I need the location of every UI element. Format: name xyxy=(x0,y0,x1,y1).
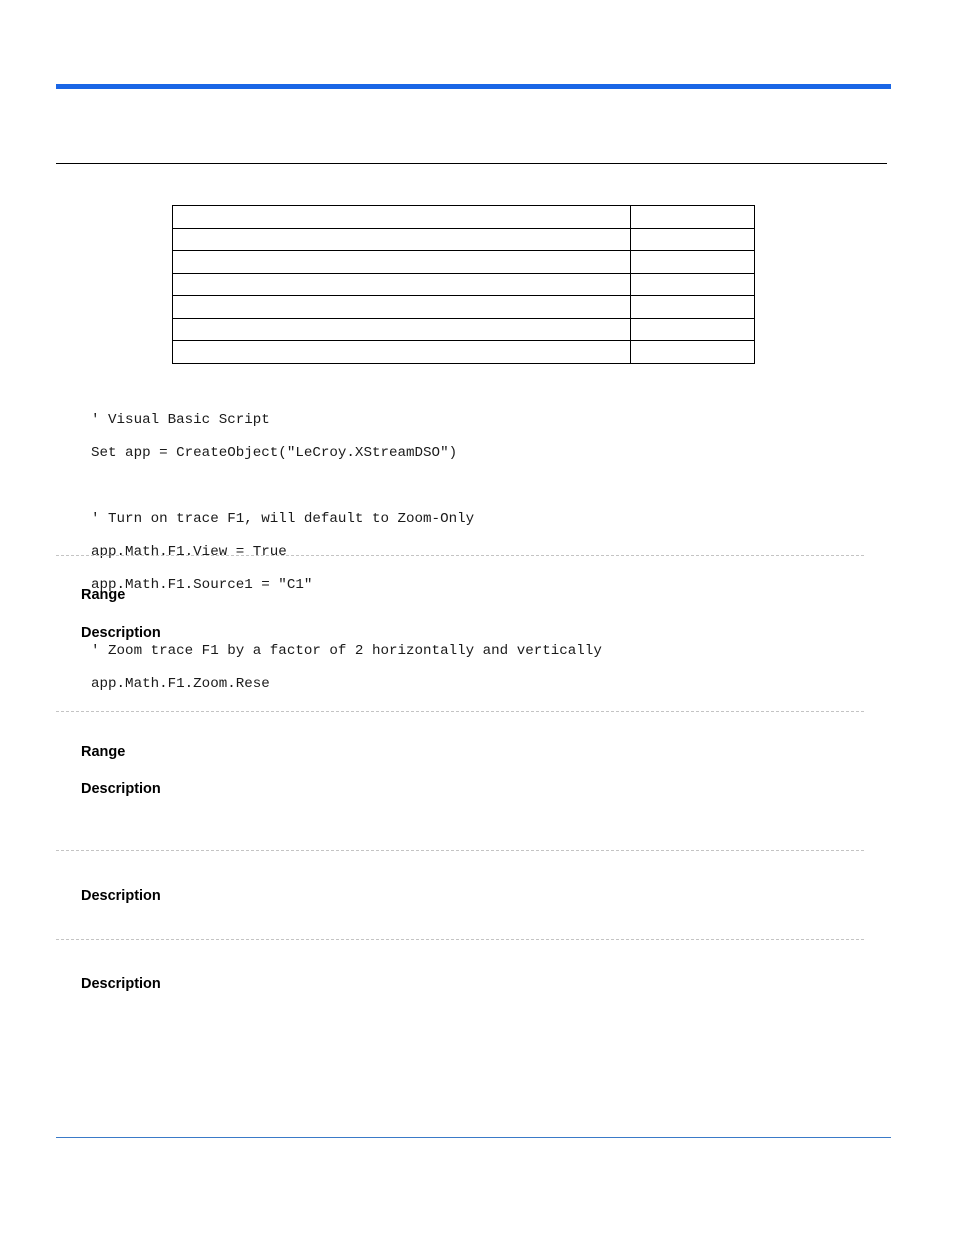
code-line: ' Zoom trace F1 by a factor of 2 horizontally and vertically xyxy=(91,642,602,659)
code-line: ' Visual Basic Script xyxy=(91,411,270,428)
description-heading: Description xyxy=(81,976,161,992)
code-example xyxy=(91,395,602,709)
description-heading: Description xyxy=(81,888,161,904)
section-separator xyxy=(56,711,864,712)
table-row xyxy=(173,318,755,341)
table-row xyxy=(173,206,755,229)
description-heading: Description xyxy=(81,625,161,641)
table-row xyxy=(173,296,755,319)
table-cell xyxy=(173,206,631,229)
table-cell xyxy=(631,296,755,319)
code-line xyxy=(91,478,602,495)
table-row xyxy=(173,341,755,364)
property-table xyxy=(172,205,755,364)
table-cell xyxy=(631,318,755,341)
code-line: Set app = CreateObject("LeCroy.XStreamDSO") xyxy=(91,444,458,461)
header-accent-bar xyxy=(56,84,891,89)
table-row xyxy=(173,228,755,251)
code-line: app.Math.F1.Source1 = "C1" xyxy=(91,576,313,593)
code-line: ' Turn on trace F1, will default to Zoom-Only xyxy=(91,510,475,527)
table-cell xyxy=(631,341,755,364)
footer-rule xyxy=(56,1137,891,1138)
code-line: app.Math.F1.Zoom.Rese xyxy=(91,675,270,692)
code-line: app.Math.F1.View = True xyxy=(91,543,287,560)
table-row xyxy=(173,273,755,296)
range-heading: Range xyxy=(81,744,126,760)
table-row xyxy=(173,251,755,274)
code-line xyxy=(91,610,602,627)
table-cell xyxy=(631,206,755,229)
table-cell xyxy=(173,251,631,274)
section-separator xyxy=(56,555,864,556)
section-separator xyxy=(56,939,864,940)
table-cell xyxy=(173,318,631,341)
range-heading: Range xyxy=(81,587,126,603)
table-cell xyxy=(631,251,755,274)
title-rule xyxy=(56,163,887,164)
section-separator xyxy=(56,850,864,851)
table-cell xyxy=(173,273,631,296)
table-cell xyxy=(173,341,631,364)
table-cell xyxy=(631,273,755,296)
table-cell xyxy=(173,296,631,319)
description-heading: Description xyxy=(81,781,161,797)
table-cell xyxy=(173,228,631,251)
table-cell xyxy=(631,228,755,251)
